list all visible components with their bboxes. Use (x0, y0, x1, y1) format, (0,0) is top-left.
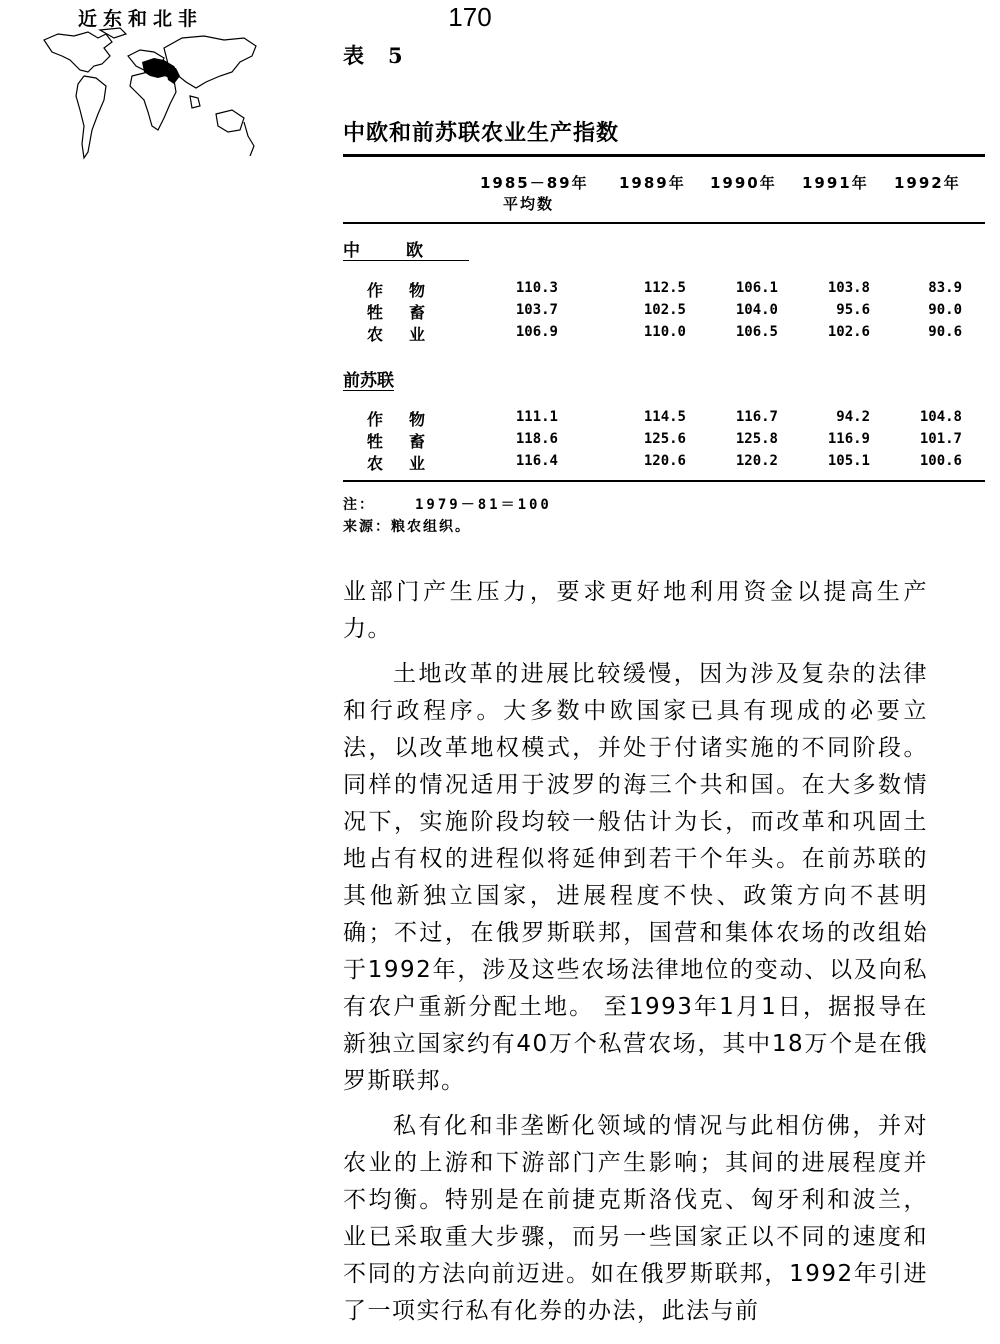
table-cell: 111.1 (515, 409, 558, 425)
page-number: 170 (448, 2, 492, 32)
table-cell: 105.1 (827, 453, 870, 469)
table-cell: 90.6 (928, 324, 962, 340)
table-cell: 106.5 (735, 324, 778, 340)
table-cell: 125.8 (735, 431, 778, 447)
table-cell: 106.1 (735, 280, 778, 296)
row-label: 作物 (367, 410, 452, 429)
table-note: 注： 1979－81＝100 (343, 497, 552, 513)
table-cell: 110.0 (643, 324, 686, 340)
row-label: 牲畜 (367, 432, 452, 451)
column-header-0: 1985－89年 (480, 174, 589, 192)
column-header-0-sub: 平均数 (503, 195, 555, 213)
table-cell: 116.7 (735, 409, 778, 425)
table-cell: 116.9 (827, 431, 870, 447)
row-label: 农业 (367, 325, 452, 344)
table-header-rule (343, 222, 985, 224)
paragraph: 业部门产生压力，要求更好地利用资金以提高生产力。 (343, 579, 928, 642)
table-cell: 104.8 (919, 409, 962, 425)
table-cell: 94.2 (836, 409, 870, 425)
table-title: 中欧和前苏联农业生产指数 (343, 121, 620, 146)
table-cell: 106.9 (515, 324, 558, 340)
table-cell: 114.5 (643, 409, 686, 425)
column-header-1: 1989年 (619, 174, 686, 192)
table-cell: 102.5 (643, 302, 686, 318)
table-cell: 104.0 (735, 302, 778, 318)
table-cell: 103.7 (515, 302, 558, 318)
row-label: 牲畜 (367, 303, 452, 322)
table-cell: 95.6 (836, 302, 870, 318)
table-bottom-rule (343, 480, 985, 482)
table-cell: 103.8 (827, 280, 870, 296)
column-header-3: 1991年 (802, 174, 869, 192)
table-cell: 102.6 (827, 324, 870, 340)
group-label-former-ussr: 前苏联 (343, 371, 394, 391)
column-header-4: 1992年 (894, 174, 961, 192)
table-cell: 120.6 (643, 453, 686, 469)
table-cell: 112.5 (643, 280, 686, 296)
table-cell: 83.9 (928, 280, 962, 296)
table-cell: 118.6 (515, 431, 558, 447)
table-label: 表 5 (343, 43, 403, 68)
body-text (343, 574, 928, 1338)
table-cell: 100.6 (919, 453, 962, 469)
section-label: 近东和北非 (78, 8, 204, 30)
row-label: 作物 (367, 281, 452, 300)
table-cell: 116.4 (515, 453, 558, 469)
group-label-central-europe: 中欧 (343, 241, 469, 261)
table-cell: 120.2 (735, 453, 778, 469)
paragraph: 私有化和非垄断化领域的情况与此相仿佛，并对农业的上游和下游部门产生影响；其间的进展程度并不均衡。特别是在前捷克斯洛伐克、匈牙利和波兰，业已采取重大步骤，而另一些国家正以不同的速度和不同的方法向前迈进。如在俄罗斯联邦，1992年引进了一项实行私有化券的办法，此法与前 (343, 1113, 928, 1324)
table-top-rule (343, 154, 985, 157)
table-cell: 110.3 (515, 280, 558, 296)
world-map-near-east-highlight-icon (40, 26, 262, 164)
table-number: 5 (388, 43, 403, 68)
table-source: 来源：粮农组织。 (343, 519, 471, 535)
table-cell: 125.6 (643, 431, 686, 447)
row-label: 农业 (367, 454, 452, 473)
paragraph: 土地改革的进展比较缓慢，因为涉及复杂的法律和行政程序。大多数中欧国家已具有现成的必要立法，以改革地权模式，并处于付诸实施的不同阶段。同样的情况适用于波罗的海三个共和国。在大多数情况下，实施阶段均较一般估计为长，而改革和巩固土地占有权的进程似将延伸到若干个年头。在前苏联的其他新独立国家，进展程度不快、政策方向不甚明确；不过，在俄罗斯联邦，国营和集体农场的改组始于1992年，涉及这些农场法律地位的变动、以及向私有农户重新分配土地。 至1993年1月1日，据报导在新独立国家约有40万个私营农场，其中18万个是在俄罗斯联邦。 (343, 661, 928, 1094)
table-cell: 90.0 (928, 302, 962, 318)
column-header-2: 1990年 (710, 174, 777, 192)
table-cell: 101.7 (919, 431, 962, 447)
